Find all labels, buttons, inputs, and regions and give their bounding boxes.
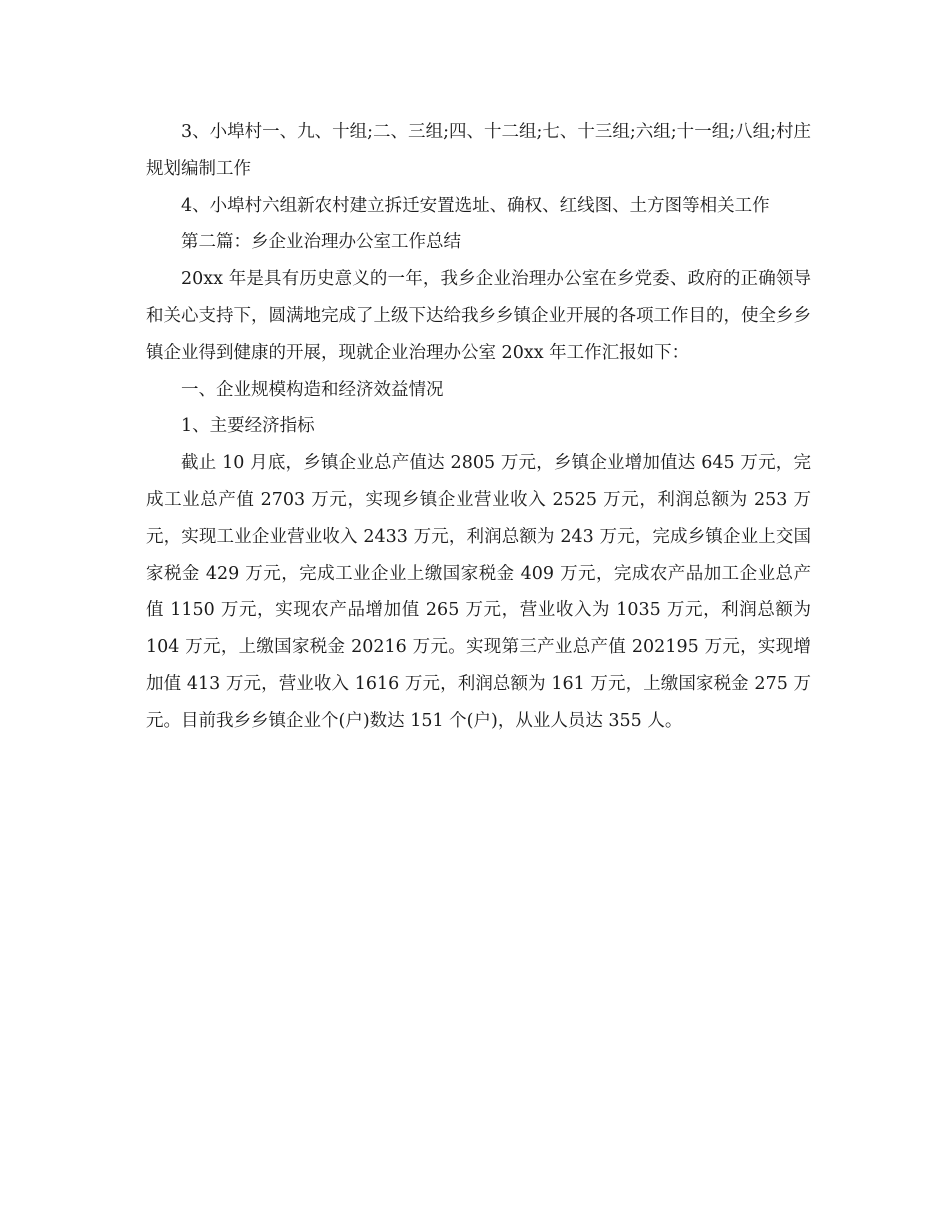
- list-item-village-planning: 3、小埠村一、九、十组;二、三组;四、十二组;七、十三组;六组;十一组;八组;村庄规划编制工作: [146, 122, 811, 179]
- list-item-relocation-work: 4、小埠村六组新农村建立拆迁安置选址、确权、红线图、土方图等相关工作: [181, 195, 770, 216]
- section-heading: 一、企业规模构造和经济效益情况: [181, 379, 444, 400]
- intro-paragraph: 20xx 年是具有历史意义的一年，我乡企业治理办公室在乡党委、政府的正确领导和关心支持下，圆满地完成了上级下达给我乡乡镇企业开展的各项工作目的，使全乡乡镇企业得到健康的开展，现就企业治理办公室 20xx 年工作汇报如下：: [146, 269, 811, 363]
- economic-indicators-paragraph: 截止 10 月底，乡镇企业总产值达 2805 万元，乡镇企业增加值达 645 万元，完成工业总产值 2703 万元，实现乡镇企业营业收入 2525 万元，利润总额为 253 万元，实现工业企业营业收入 2433 万元，利润总额为 243 万元，完成乡镇企业上交国家税金 429 万元，完成工业企业上缴国家税金 409 万元，完成农产品加工企业总产值 1150 万元，实现农产品增加值 265 万元，营业收入为 1035 万元，利润总额为 104 万元，上缴国家税金 20216 万元。实现第三产业总产值 202195 万元，实现增加值 413 万元，营业收入 1616 万元，利润总额为 161 万元，上缴国家税金 275 万元。目前我乡乡镇企业个(户)数达 151 个(户)，从业人员达 355 人。: [146, 453, 811, 731]
- section-title: 第二篇：乡企业治理办公室工作总结: [181, 232, 461, 253]
- subsection-heading: 1、主要经济指标: [181, 416, 315, 437]
- document-body: [146, 114, 811, 740]
